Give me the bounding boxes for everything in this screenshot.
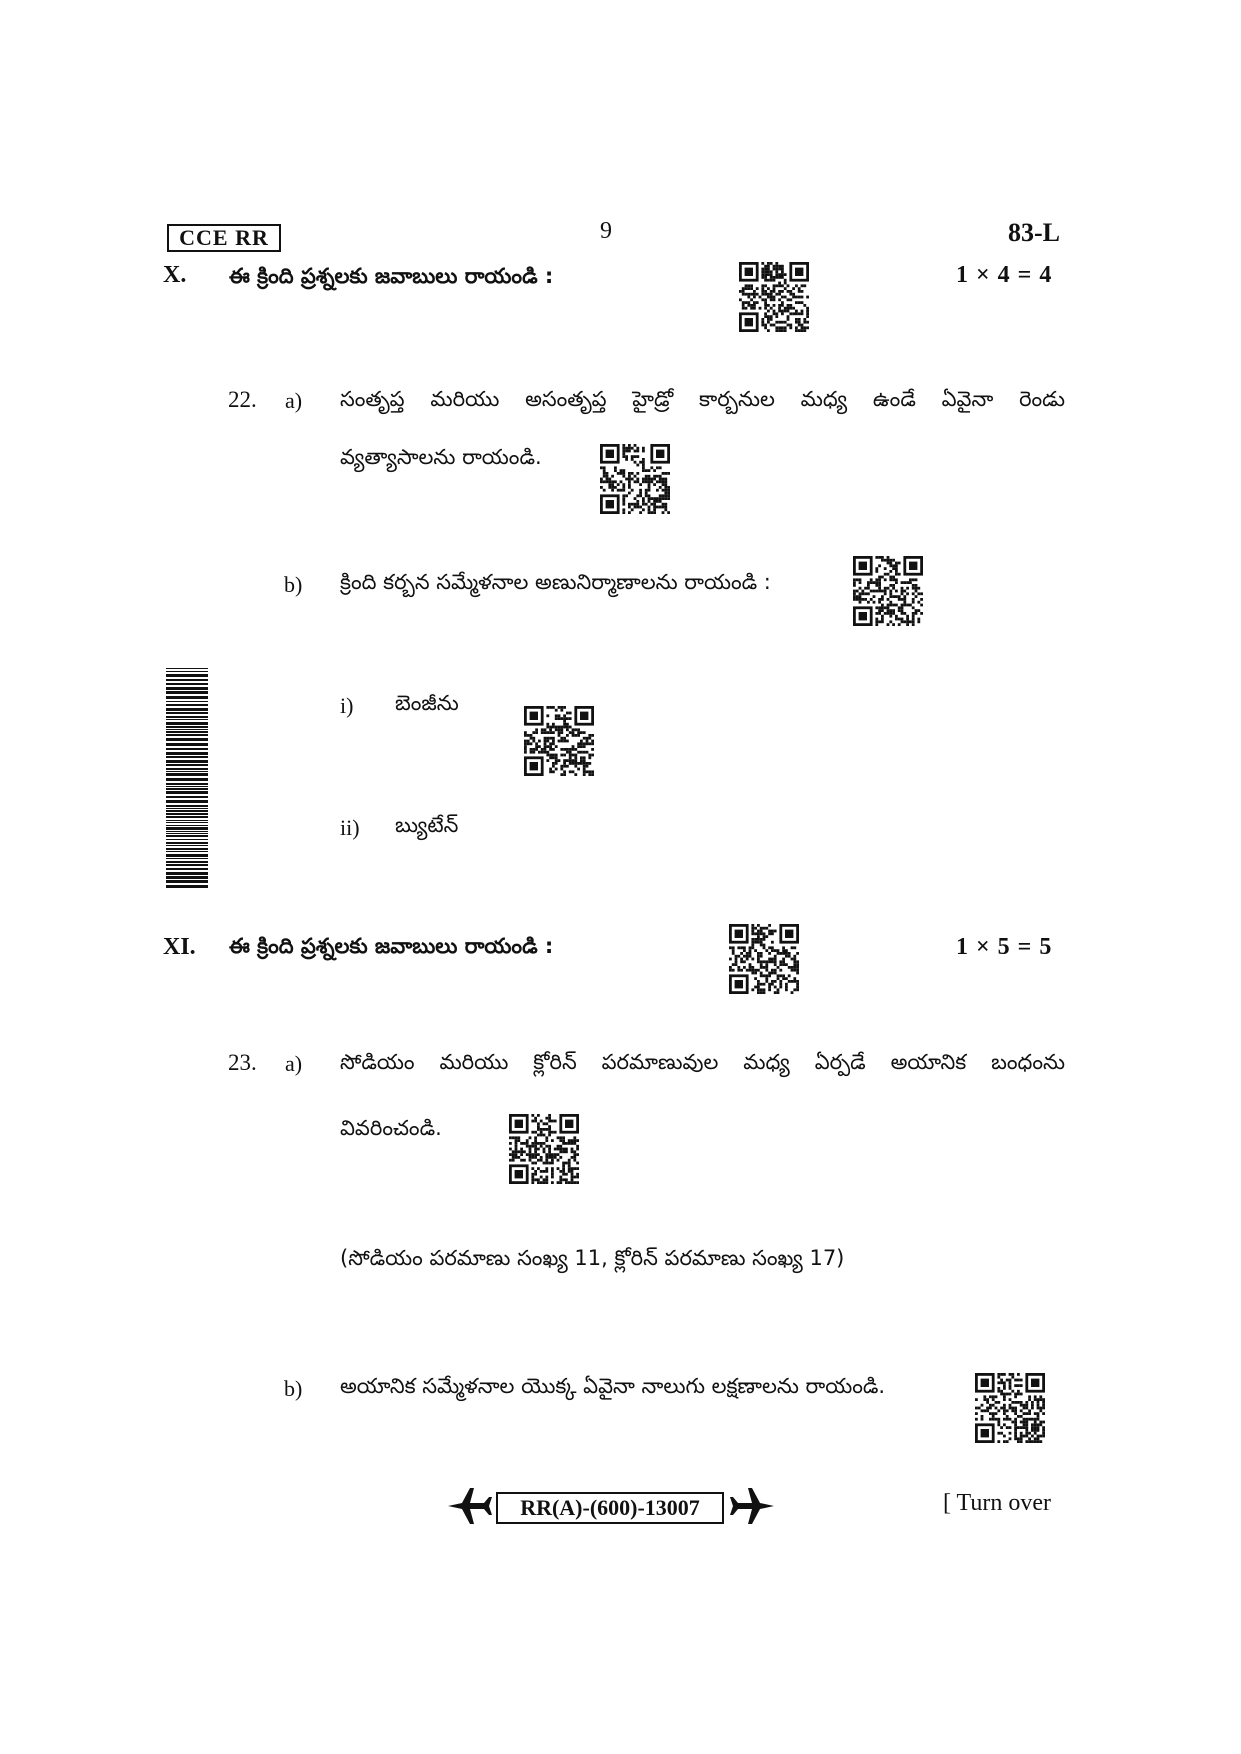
question-number: 22.: [228, 387, 257, 412]
question-text: అయానిక సమ్మేళనాల యొక్క ఏవైనా నాలుగు లక్షణాలను రాయండి.: [340, 1374, 886, 1398]
question-text: సంతృప్త మరియు అసంతృప్త హైడ్రో కార్బనుల మధ్య ఉండే ఏవైనా రెండు: [340, 387, 1065, 411]
question-text: వ్యత్యాసాలను రాయండి.: [340, 445, 542, 469]
airplane-right-icon: [730, 1484, 774, 1532]
turn-over-label: [ Turn over: [943, 1490, 1052, 1516]
question-part-label: b): [284, 572, 303, 597]
section-instruction: ఈ క్రింది ప్రశ్నలకు జవాబులు రాయండి :: [229, 264, 554, 288]
question-note: (సోడియం పరమాణు సంఖ్య 11, క్లోరిన్ పరమాణు సంఖ్య 17): [340, 1246, 845, 1270]
question-text: సోడియం మరియు క్లోరిన్ పరమాణువుల మధ్య ఏర్పడే అయానిక బంధంను: [340, 1050, 1065, 1074]
section-number: X.: [163, 262, 187, 288]
qr-code: [739, 262, 809, 332]
question-number: 23.: [228, 1050, 257, 1075]
question-part-label: b): [284, 1376, 303, 1401]
qr-code: [853, 556, 923, 626]
page-number: 9: [600, 218, 612, 244]
qr-code: [975, 1373, 1045, 1443]
header-code-box: CCE RR: [167, 224, 281, 252]
question-text: క్రింది కర్బన సమ్మేళనాల అణునిర్మాణాలను రాయండి :: [340, 570, 771, 594]
item-text: బ్యుటేన్: [395, 813, 459, 837]
item-label: i): [340, 693, 354, 718]
qr-code: [729, 924, 799, 994]
item-text: బెంజీను: [395, 691, 459, 715]
qr-code: [600, 444, 670, 514]
question-part-label: a): [285, 1051, 303, 1076]
section-number: XI.: [163, 934, 196, 960]
qr-code: [509, 1114, 579, 1184]
qr-code: [524, 706, 594, 776]
section-marks: 1 × 5 = 5: [956, 934, 1053, 960]
item-label: ii): [340, 815, 360, 840]
paper-code: 83-L: [1008, 218, 1060, 247]
section-marks: 1 × 4 = 4: [956, 262, 1053, 288]
airplane-left-icon: [448, 1484, 492, 1532]
question-part-label: a): [285, 388, 303, 413]
section-instruction: ఈ క్రింది ప్రశ్నలకు జవాబులు రాయండి :: [229, 934, 554, 958]
footer-code: RR(A)-(600)-13007: [496, 1492, 724, 1524]
barcode: [166, 668, 208, 892]
question-text: వివరించండి.: [340, 1116, 442, 1140]
